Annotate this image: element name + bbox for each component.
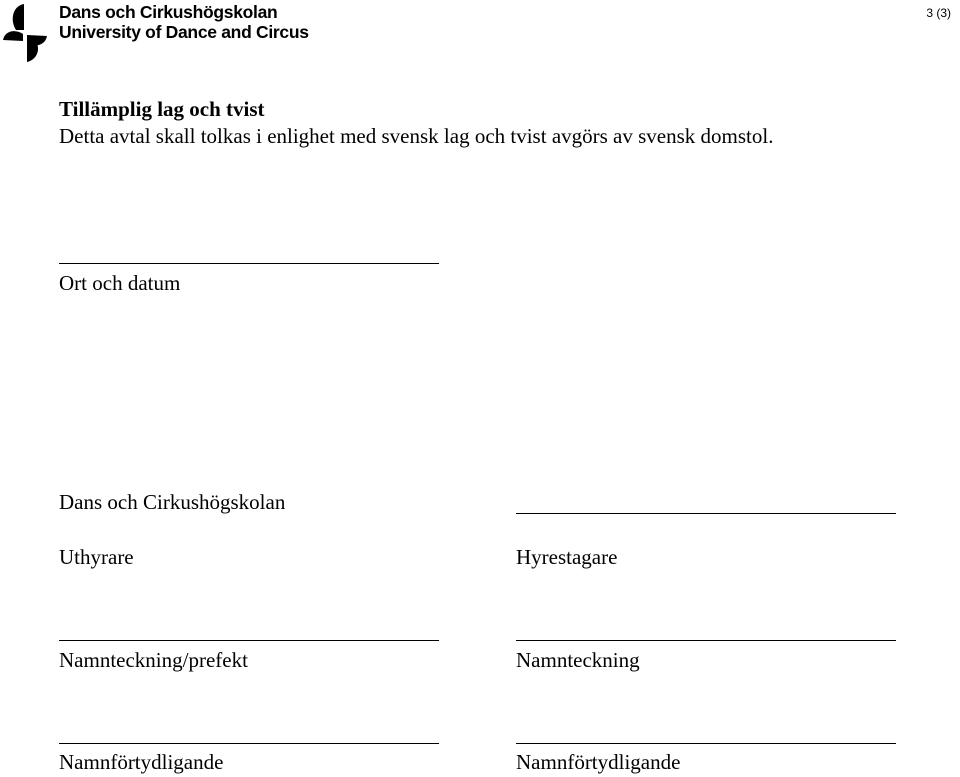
university-logo-icon	[3, 3, 47, 63]
page-number: 3 (3)	[926, 6, 951, 20]
institution-name-swedish: Dans och Cirkushögskolan	[59, 2, 278, 22]
landlord-organization: Dans och Cirkushögskolan	[59, 490, 286, 514]
landlord-role-label: Uthyrare	[59, 545, 134, 569]
place-date-label: Ort och datum	[59, 271, 181, 295]
tenant-name-clarification-line	[516, 743, 896, 744]
tenant-signature-label: Namnteckning	[516, 648, 640, 672]
landlord-signature-label: Namnteckning/prefekt	[59, 648, 248, 672]
tenant-name-clarification-label: Namnförtydligande	[516, 750, 681, 774]
landlord-name-clarification-label: Namnförtydligande	[59, 750, 224, 774]
tenant-signature-line	[516, 640, 896, 641]
institution-name-english: University of Dance and Circus	[59, 22, 309, 42]
section-heading: Tillämplig lag och tvist	[59, 97, 265, 121]
tenant-party-line	[516, 513, 896, 514]
place-date-signature-line	[59, 263, 439, 264]
landlord-signature-line	[59, 640, 439, 641]
tenant-role-label: Hyrestagare	[516, 545, 618, 569]
landlord-name-clarification-line	[59, 743, 439, 744]
section-body: Detta avtal skall tolkas i enlighet med svensk lag och tvist avgörs av svensk domstol.	[59, 124, 774, 148]
